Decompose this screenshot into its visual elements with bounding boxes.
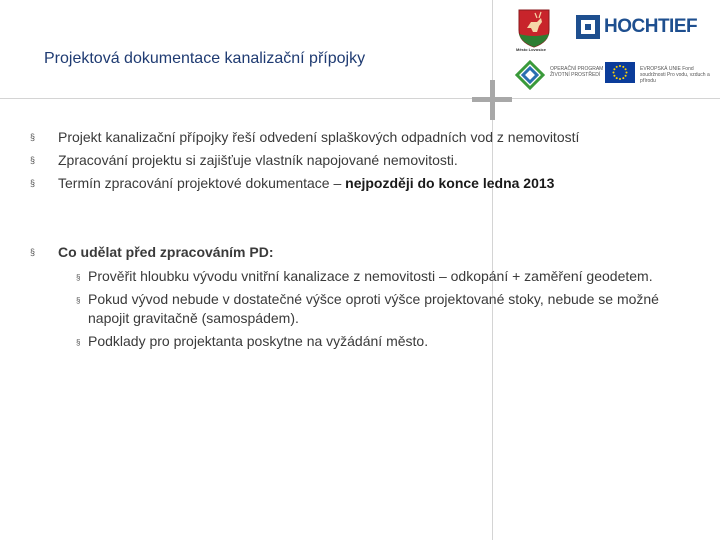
slide-title: Projektová dokumentace kanalizační přípojky	[44, 50, 366, 67]
sub-bullet-icon: §	[76, 296, 81, 305]
hochtief-wordmark: HOCHTIEF	[604, 16, 698, 37]
town-name-logo-text: Město Lovosice	[516, 47, 547, 52]
bullet-icon: §	[30, 132, 36, 142]
bullet-icon: §	[30, 247, 36, 257]
cross-mark-horizontal	[472, 97, 512, 102]
sub-bullet-icon: §	[76, 273, 81, 282]
list-item-heading: Co udělat před zpracováním PD:	[58, 244, 274, 260]
sub-list-item-text: Pokud vývod nebude v dostatečné výšce oproti výšce projektované stoky, nebude se možné napojit gravitačně (samospádem).	[88, 291, 659, 326]
list-item-text: Zpracování projektu si zajišťuje vlastník napojované nemovitosti.	[58, 152, 458, 168]
eu-flag-icon	[605, 62, 635, 83]
hochtief-logo	[576, 15, 697, 39]
sub-list-item-text: Prověřit hloubku vývodu vnitřní kanalizace z nemovitosti – odkopání + zaměření geodetem.	[88, 268, 653, 284]
hochtief-mark-icon	[576, 15, 600, 39]
list-item	[30, 243, 710, 267]
list-item-text: Termín zpracování projektové dokumentace –	[58, 175, 346, 191]
bullet-icon: §	[30, 155, 36, 165]
sub-list-item	[30, 267, 698, 286]
op-program-text: OPERAČNÍ PROGRAM ŽIVOTNÍ PROSTŘEDÍ	[550, 66, 604, 78]
town-crest-icon	[517, 8, 551, 48]
sub-bullet-icon: §	[76, 338, 81, 347]
list-item	[30, 174, 710, 243]
sub-list-item-text: Podklady pro projektanta poskytne na vyžádání město.	[88, 333, 429, 349]
sub-list-item	[30, 332, 698, 351]
bullet-list	[30, 128, 710, 355]
op-zp-logo-icon	[515, 60, 545, 90]
eu-fund-text: EVROPSKÁ UNIE Fond soudržnosti Pro vodu, vzduch a přírodu	[640, 66, 710, 84]
horizontal-divider	[0, 98, 720, 99]
sub-list-item	[30, 290, 698, 328]
list-item	[30, 151, 710, 174]
list-item	[30, 128, 710, 151]
deadline-text: nejpozději do konce ledna 2013	[345, 175, 555, 191]
bullet-icon: §	[30, 178, 36, 188]
list-item-text: Projekt kanalizační přípojky řeší odvedení splaškových odpadních vod z nemovitostí	[58, 129, 580, 145]
